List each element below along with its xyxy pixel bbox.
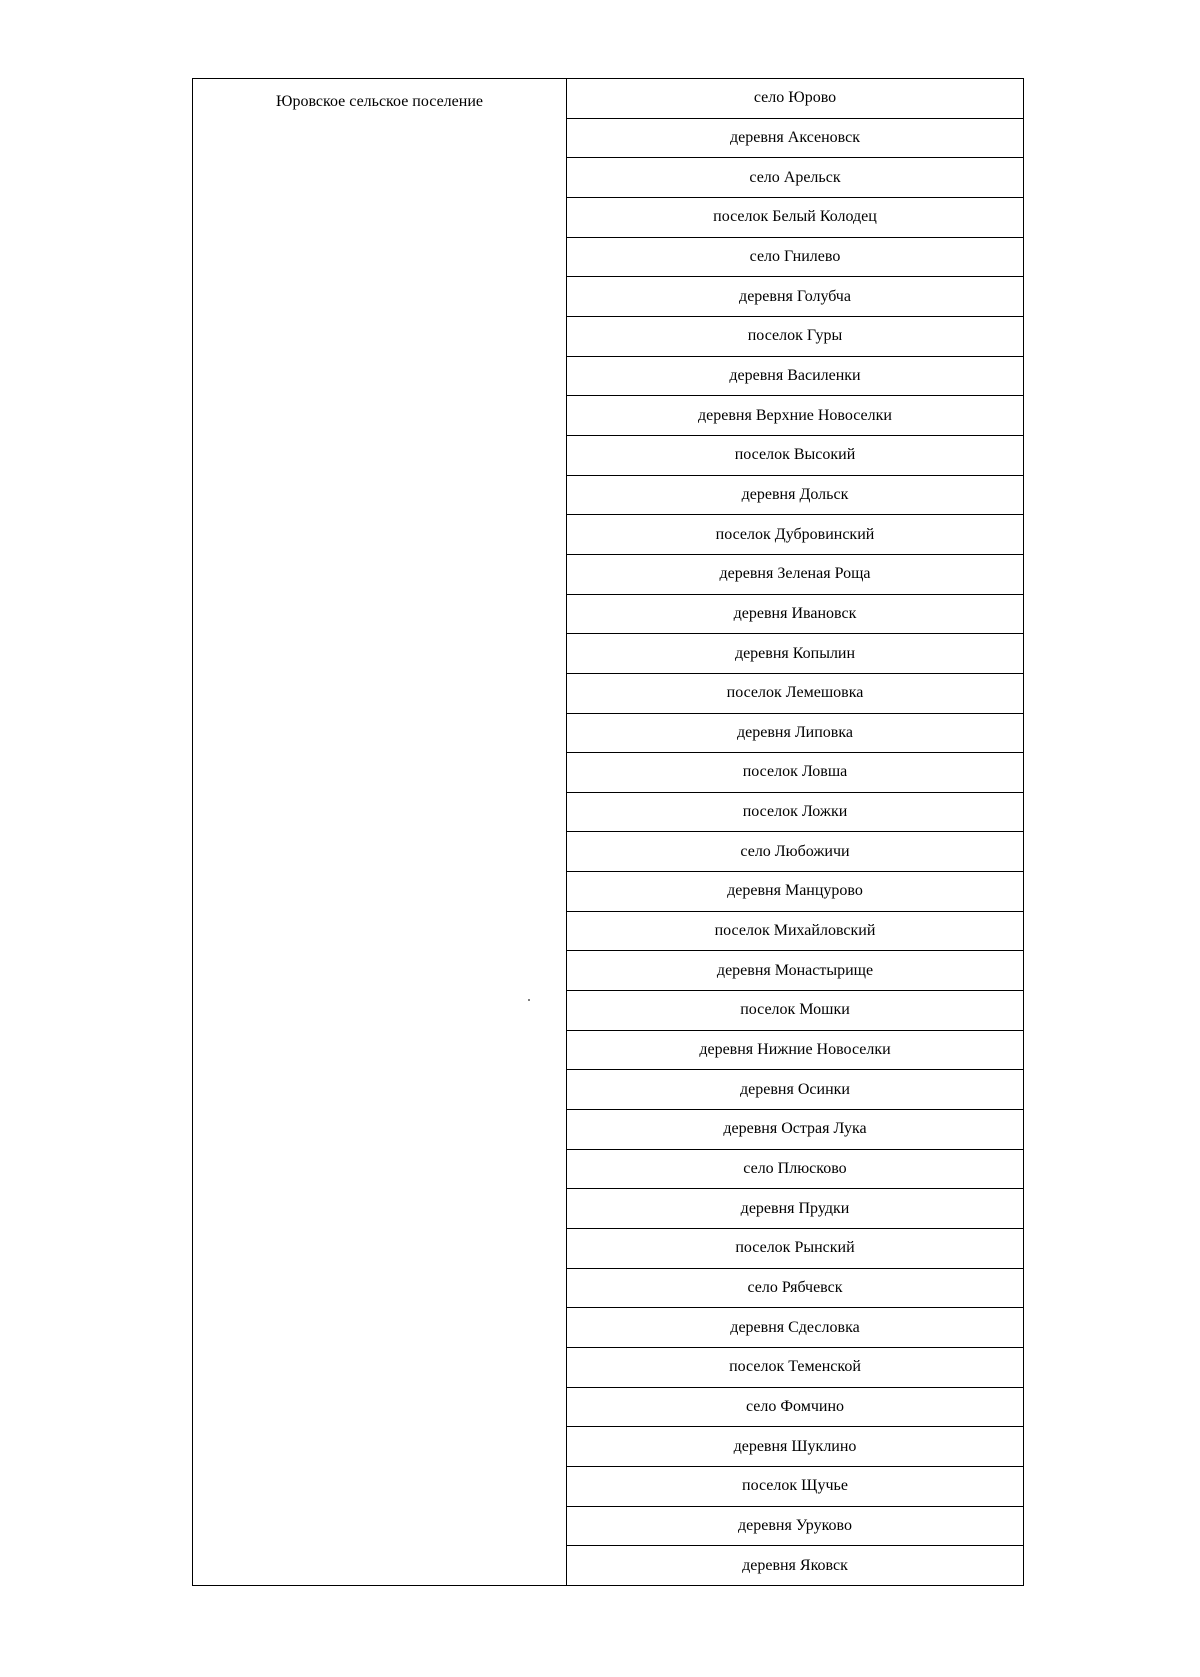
- localities-column: [567, 79, 1023, 1585]
- locality-name: село Арельск: [749, 168, 841, 186]
- locality-name: поселок Теменской: [729, 1358, 861, 1376]
- locality-name: деревня Монастырище: [716, 961, 874, 979]
- locality-name: деревня Верхние Новоселки: [698, 406, 892, 424]
- locality-row: [567, 951, 1023, 991]
- locality-name: поселок Мошки: [740, 1001, 850, 1019]
- locality-row: [567, 1031, 1023, 1071]
- scan-speck: [528, 999, 530, 1001]
- locality-row: [567, 555, 1023, 595]
- locality-row: [567, 198, 1023, 238]
- locality-name: поселок Гуры: [747, 327, 843, 345]
- locality-row: [567, 1507, 1023, 1547]
- locality-name: деревня Осинки: [740, 1080, 850, 1098]
- locality-name: поселок Ловша: [742, 763, 848, 781]
- locality-row: [567, 396, 1023, 436]
- locality-name: деревня Аксеновск: [729, 128, 861, 146]
- locality-name: деревня Яковск: [742, 1556, 848, 1574]
- locality-name: деревня Василенки: [729, 366, 861, 384]
- locality-name: поселок Михайловский: [714, 922, 876, 940]
- locality-row: [567, 793, 1023, 833]
- locality-name: поселок Дубровинский: [715, 525, 875, 543]
- locality-name: село Юрово: [753, 89, 837, 107]
- settlement-name: Юровское сельское поселение: [276, 93, 483, 110]
- locality-row: [567, 1388, 1023, 1428]
- locality-row: [567, 1348, 1023, 1388]
- locality-row: [567, 912, 1023, 952]
- locality-name: деревня Зеленая Роща: [719, 565, 871, 583]
- locality-row: [567, 1467, 1023, 1507]
- locality-name: поселок Щучье: [742, 1477, 848, 1495]
- locality-row: [567, 753, 1023, 793]
- locality-name: поселок Ложки: [742, 803, 848, 821]
- locality-name: деревня Прудки: [740, 1199, 850, 1217]
- locality-name: деревня Манцурово: [727, 882, 863, 900]
- locality-row: [567, 79, 1023, 119]
- locality-name: деревня Дольск: [741, 485, 849, 503]
- locality-name: поселок Высокий: [734, 446, 856, 464]
- locality-name: деревня Сдесловка: [730, 1318, 860, 1336]
- locality-row: [567, 515, 1023, 555]
- locality-name: село Любожичи: [740, 842, 850, 860]
- locality-name: поселок Белый Колодец: [713, 208, 877, 226]
- locality-name: деревня Копылин: [734, 644, 856, 662]
- locality-name: деревня Липовка: [737, 723, 853, 741]
- locality-name: село Рябчевск: [747, 1279, 843, 1297]
- locality-row: [567, 1070, 1023, 1110]
- locality-row: [567, 357, 1023, 397]
- locality-row: [567, 317, 1023, 357]
- locality-row: [567, 832, 1023, 872]
- locality-name: деревня Нижние Новоселки: [699, 1041, 891, 1059]
- locality-row: [567, 476, 1023, 516]
- locality-row: [567, 674, 1023, 714]
- locality-name: село Плюсково: [743, 1160, 847, 1178]
- locality-row: [567, 1427, 1023, 1467]
- locality-row: [567, 872, 1023, 912]
- locality-row: [567, 595, 1023, 635]
- settlement-cell: [193, 79, 567, 1585]
- locality-row: [567, 1546, 1023, 1585]
- locality-name: село Фомчино: [745, 1397, 844, 1415]
- locality-row: [567, 634, 1023, 674]
- locality-row: [567, 991, 1023, 1031]
- locality-name: поселок Рынский: [735, 1239, 855, 1257]
- locality-row: [567, 1150, 1023, 1190]
- locality-row: [567, 714, 1023, 754]
- locality-row: [567, 1269, 1023, 1309]
- locality-name: деревня Острая Лука: [723, 1120, 867, 1138]
- locality-name: деревня Ивановск: [733, 604, 857, 622]
- locality-name: поселок Лемешовка: [726, 684, 864, 702]
- locality-row: [567, 119, 1023, 159]
- settlement-table: [192, 78, 1024, 1586]
- locality-row: [567, 158, 1023, 198]
- locality-row: [567, 238, 1023, 278]
- locality-row: [567, 1110, 1023, 1150]
- locality-row: [567, 436, 1023, 476]
- locality-name: деревня Уруково: [738, 1516, 852, 1534]
- locality-row: [567, 1229, 1023, 1269]
- locality-row: [567, 1308, 1023, 1348]
- locality-name: деревня Голубча: [739, 287, 851, 305]
- locality-name: село Гнилево: [749, 247, 841, 265]
- locality-row: [567, 1189, 1023, 1229]
- locality-row: [567, 277, 1023, 317]
- locality-name: деревня Шуклино: [733, 1437, 857, 1455]
